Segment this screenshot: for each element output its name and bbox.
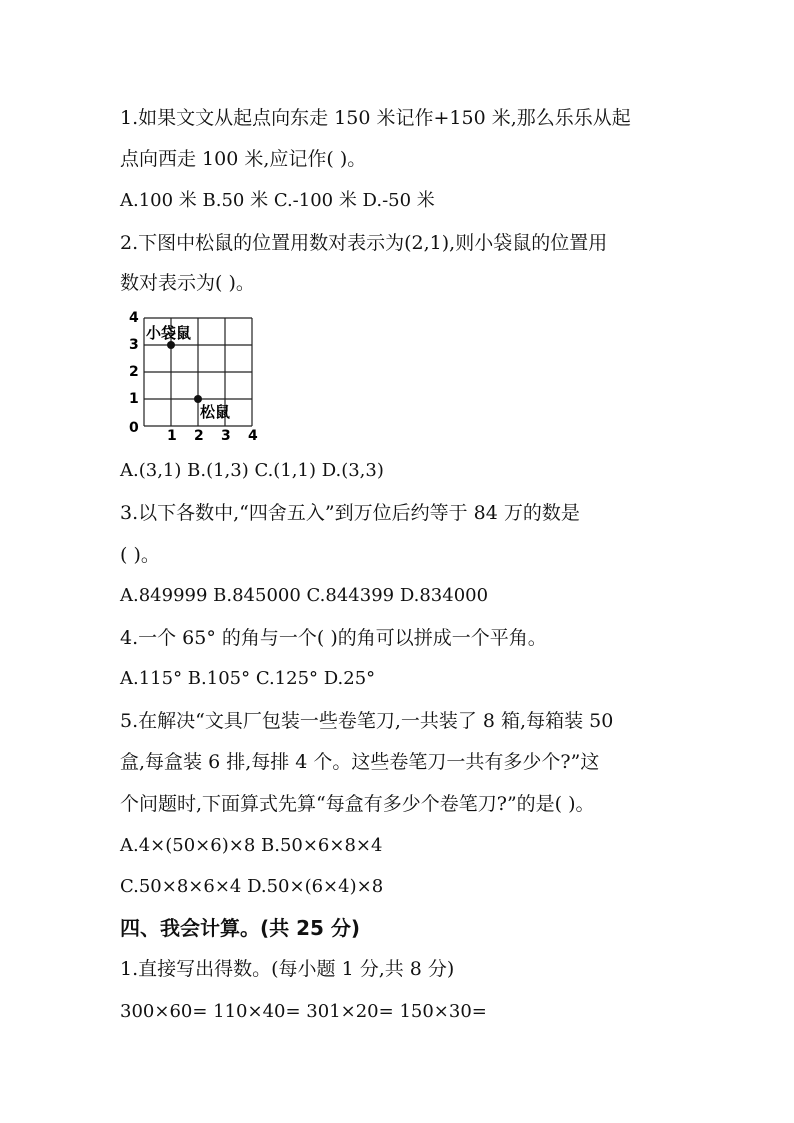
q2-options: A.(3,1) B.(1,3) C.(1,1) D.(3,3) (120, 460, 384, 481)
q2-text-line2: 数对表示为( )。 (120, 272, 255, 294)
coordinate-grid-figure (126, 308, 266, 448)
q5-options-row1: A.4×(50×6)×8 B.50×6×8×4 (120, 835, 383, 856)
q5-text-line2: 盒,每盒装 6 排,每排 4 个。这些卷笔刀一共有多少个?”这 (120, 751, 600, 773)
section-sub-question-1: 1.直接写出得数。(每小题 1 分,共 8 分) (120, 958, 455, 980)
y-tick-0: 0 (129, 420, 139, 436)
q1-options: A.100 米 B.50 米 C.-100 米 D.-50 米 (120, 190, 435, 211)
q5-text-line1: 5.在解决“文具厂包装一些卷笔刀,一共装了 8 箱,每箱装 50 (120, 710, 614, 732)
y-tick-3: 3 (129, 337, 139, 353)
y-tick-4: 4 (129, 310, 139, 326)
x-tick-2: 2 (194, 428, 204, 444)
q1-text-line1: 1.如果文文从起点向东走 150 米记作+150 米,那么乐乐从起 (120, 107, 631, 129)
q4-text-line1: 4.一个 65° 的角与一个( )的角可以拼成一个平角。 (120, 627, 547, 649)
q2-text-line1: 2.下图中松鼠的位置用数对表示为(2,1),则小袋鼠的位置用 (120, 232, 608, 254)
section-heading: 四、我会计算。(共 25 分) (120, 916, 361, 940)
calculation-row-1: 300×60= 110×40= 301×20= 150×30= (120, 1001, 487, 1022)
kangaroo-label: 小袋鼠 (146, 324, 192, 342)
q3-text-line2: ( )。 (120, 544, 160, 566)
x-tick-4: 4 (248, 428, 258, 444)
x-tick-3: 3 (221, 428, 231, 444)
q1-text-line2: 点向西走 100 米,应记作( )。 (120, 148, 367, 170)
y-tick-2: 2 (129, 364, 139, 380)
q5-text-line3: 个问题时,下面算式先算“每盒有多少个卷笔刀?”的是( )。 (120, 793, 595, 815)
y-tick-1: 1 (129, 391, 139, 407)
q3-options: A.849999 B.845000 C.844399 D.834000 (120, 585, 489, 606)
squirrel-point (194, 395, 202, 403)
kangaroo-point (167, 341, 175, 349)
q5-options-row2: C.50×8×6×4 D.50×(6×4)×8 (120, 876, 384, 897)
squirrel-label: 松鼠 (200, 403, 231, 421)
q3-text-line1: 3.以下各数中,“四舍五入”到万位后约等于 84 万的数是 (120, 502, 580, 524)
x-tick-1: 1 (167, 428, 177, 444)
q4-options: A.115° B.105° C.125° D.25° (120, 668, 376, 689)
